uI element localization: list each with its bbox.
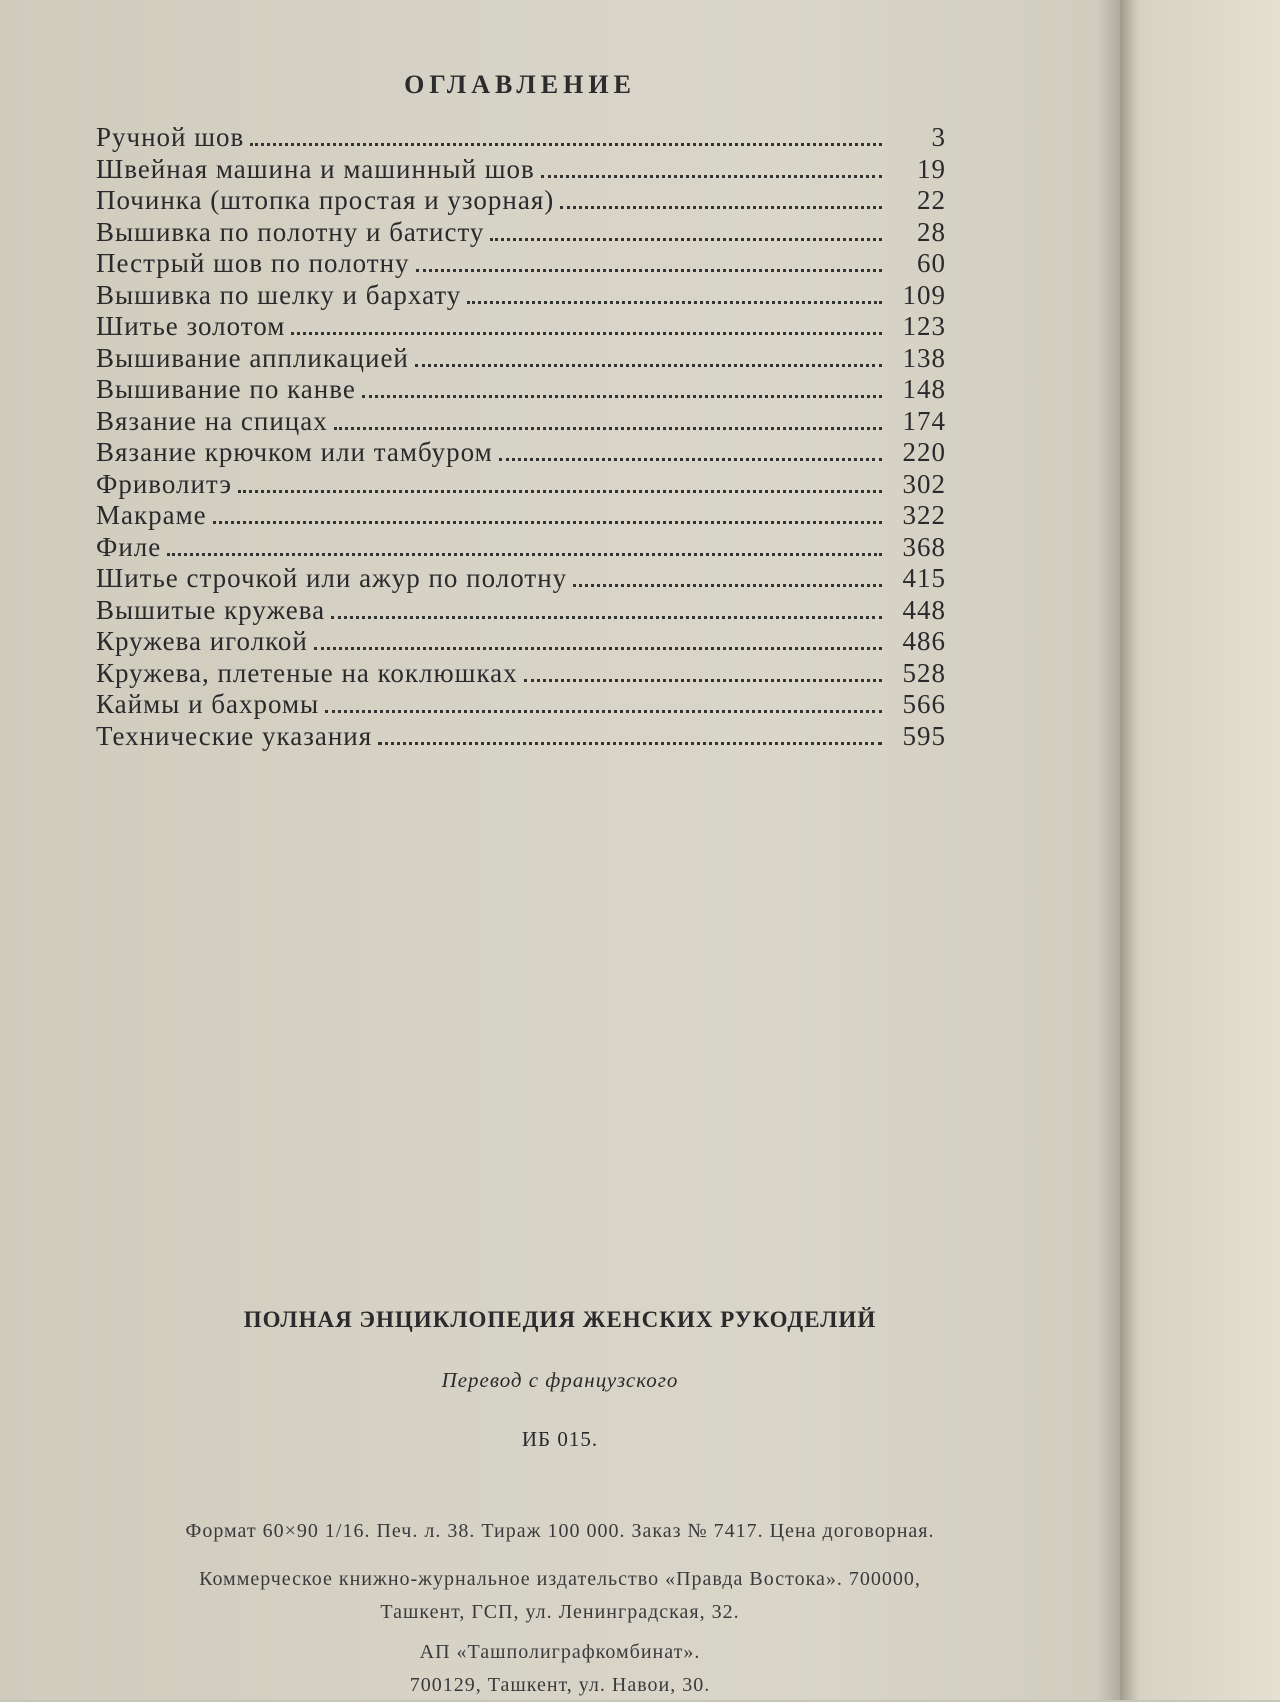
toc-entry-page: 22: [917, 185, 946, 215]
toc-entry-page: 368: [902, 531, 946, 562]
toc-entry: [96, 154, 946, 186]
toc-entry-title: Фриволитэ: [96, 468, 232, 499]
toc-entry-title: Починка (штопка простая и узорная): [96, 185, 555, 215]
toc-entry-page: 415: [902, 563, 946, 593]
toc-entry-page: 60: [917, 248, 946, 278]
toc-entry-title: Вышивание аппликацией: [96, 342, 409, 373]
dot-leader: [490, 238, 882, 241]
toc-entry-title: Технические указания: [96, 720, 373, 751]
ib-code: ИБ 015.: [521, 1427, 599, 1451]
toc-entry: [96, 374, 946, 406]
dot-leader: [325, 710, 882, 713]
translation-note: Перевод с французского: [441, 1368, 679, 1392]
toc-entry-page: 19: [917, 153, 946, 184]
publisher-info: [60, 1563, 1060, 1629]
dot-leader: [415, 364, 882, 367]
toc-entry-title: Ручной шов: [96, 122, 245, 152]
dot-leader: [416, 269, 882, 272]
toc-entry-page: 566: [902, 689, 946, 719]
toc-entry: [96, 626, 946, 658]
printer-name: АП «Ташполиграфкомбинат».: [419, 1641, 701, 1663]
dot-leader: [331, 616, 882, 619]
toc-entry-title: Шитье золотом: [96, 311, 286, 341]
toc-entry-title: Вышивка по полотну и батисту: [96, 216, 485, 247]
dot-leader: [291, 332, 882, 335]
dot-leader: [362, 395, 882, 398]
toc-entry: [96, 280, 946, 312]
toc-entry: [96, 532, 946, 564]
adjacent-page-edge: [1120, 0, 1280, 1700]
toc-entry-title: Вышивание по канве: [96, 374, 356, 404]
toc-entry-title: Вышивка по шелку и бархату: [96, 279, 462, 310]
dot-leader: [467, 301, 882, 304]
toc-entry: [96, 658, 946, 690]
toc-entry: [96, 721, 946, 753]
toc-entry-page: 3: [931, 122, 946, 152]
dot-leader: [334, 427, 882, 430]
toc-entry-page: 28: [917, 216, 946, 247]
toc-entry: [96, 122, 946, 154]
toc-entry: [96, 406, 946, 438]
toc-entry-title: Вязание крючком или тамбуром: [96, 437, 493, 467]
toc-entry: [96, 469, 946, 501]
toc-entry-title: Шитье строчкой или ажур по полотну: [96, 563, 568, 593]
dot-leader: [250, 143, 882, 146]
print-format-details: Формат 60×90 1/16. Печ. л. 38. Тираж 100 000. Заказ № 7417. Цена договорная.: [185, 1520, 935, 1542]
publisher-line: Коммерческое книжно-журнальное издательство «Правда Востока». 700000,: [199, 1568, 921, 1590]
toc-entry: [96, 185, 946, 217]
toc-entry-title: Швейная машина и машинный шов: [96, 153, 535, 184]
toc-entry-title: Пестрый шов по полотну: [96, 248, 410, 278]
publisher-address: Ташкент, ГСП, ул. Ленинградская, 32.: [380, 1601, 740, 1623]
toc-entry: [96, 563, 946, 595]
toc-entry-title: Макраме: [96, 500, 207, 530]
printer-info: [60, 1636, 1060, 1702]
toc-entry-page: 302: [902, 468, 946, 499]
dot-leader: [541, 175, 882, 178]
toc-entry-title: Каймы и бахромы: [96, 689, 320, 719]
toc-entry-title: Филе: [96, 531, 162, 562]
toc-entry: [96, 437, 946, 469]
toc-entry-page: 109: [902, 279, 946, 310]
dot-leader: [560, 206, 882, 209]
toc-entry: [96, 217, 946, 249]
toc-entry-page: 123: [902, 311, 946, 341]
toc-entry: [96, 311, 946, 343]
dot-leader: [167, 553, 882, 556]
toc-entry-title: Кружева иголкой: [96, 626, 308, 656]
toc-entry: [96, 689, 946, 721]
toc-entry-page: 322: [902, 500, 946, 530]
printer-address: 700129, Ташкент, ул. Навои, 30.: [409, 1674, 711, 1696]
table-of-contents: [96, 122, 946, 752]
book-title: ПОЛНАЯ ЭНЦИКЛОПЕДИЯ ЖЕНСКИХ РУКОДЕЛИЙ: [243, 1307, 877, 1332]
toc-entry: [96, 248, 946, 280]
dot-leader: [499, 458, 882, 461]
toc-entry: [96, 343, 946, 375]
toc-entry-title: Вязание на спицах: [96, 405, 328, 436]
dot-leader: [314, 647, 882, 650]
toc-entry-page: 528: [902, 657, 946, 688]
toc-entry-page: 595: [902, 720, 946, 751]
toc-entry-page: 138: [902, 342, 946, 373]
toc-heading: ОГЛАВЛЕНИЕ: [404, 70, 636, 99]
toc-entry-title: Кружева, плетеные на коклюшках: [96, 657, 518, 688]
toc-entry: [96, 595, 946, 627]
toc-entry-page: 448: [902, 594, 946, 625]
toc-entry-page: 486: [902, 626, 946, 656]
dot-leader: [573, 584, 882, 587]
dot-leader: [238, 490, 882, 493]
toc-entry-title: Вышитые кружева: [96, 594, 326, 625]
toc-entry-page: 174: [902, 405, 946, 436]
dot-leader: [378, 742, 882, 745]
toc-entry-page: 220: [902, 437, 946, 467]
toc-entry: [96, 500, 946, 532]
toc-entry-page: 148: [902, 374, 946, 404]
dot-leader: [213, 521, 882, 524]
dot-leader: [524, 679, 882, 682]
